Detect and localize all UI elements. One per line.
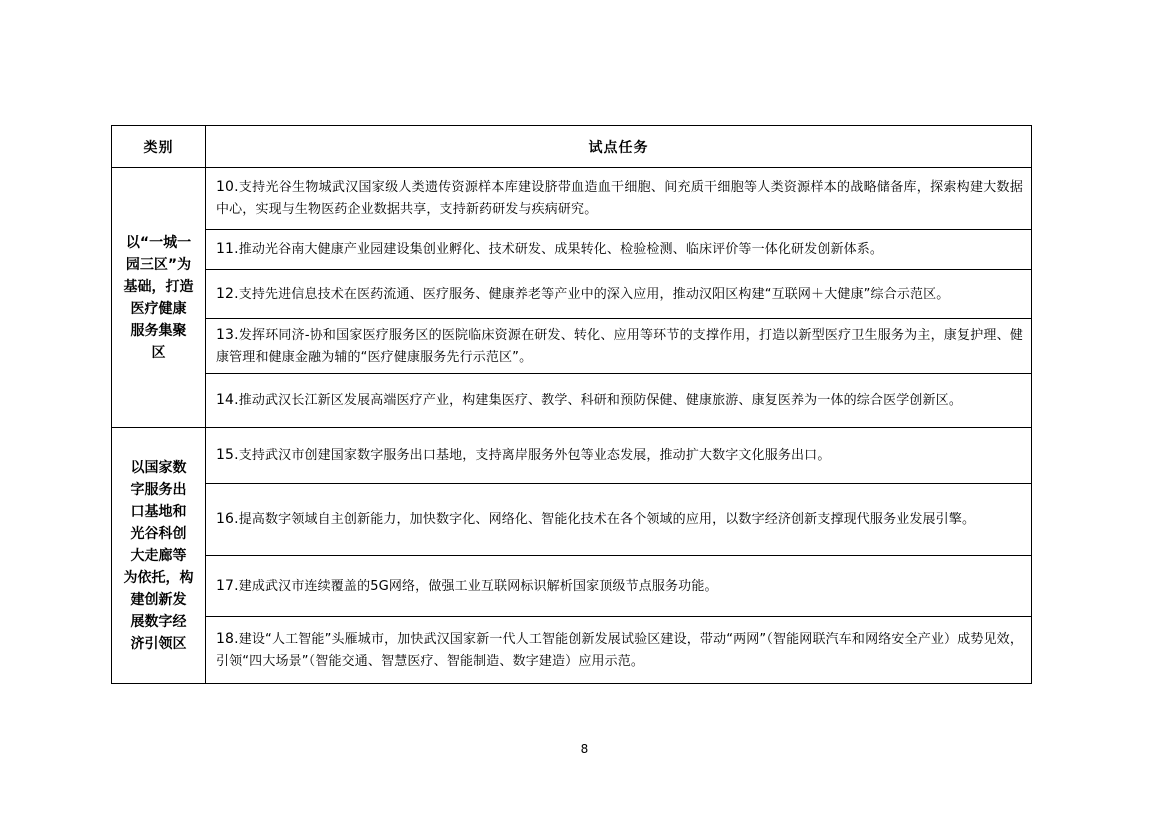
task-text: 推动武汉长江新区发展高端医疗产业，构建集医疗、教学、科研和预防保健、健康旅游、康复医养为一体的综合医学创新区。 xyxy=(238,393,962,408)
category-line: 以国家数 xyxy=(130,459,187,476)
category-line: 以“一城一 xyxy=(125,234,192,251)
task-number: 13. xyxy=(216,326,239,343)
category-line: 服务集聚 xyxy=(130,322,187,339)
category-cell-digital xyxy=(112,428,206,684)
category-line: 园三区”为 xyxy=(125,256,192,273)
category-line: 医疗健康 xyxy=(130,300,187,317)
task-cell xyxy=(206,270,1032,319)
task-cell xyxy=(206,319,1032,374)
task-text: 发挥环同济-协和国家医疗服务区的医院临床资源在研发、转化、应用等环节的支撑作用，打造以新型医疗卫生服务为主，康复护理、健康管理和健康金融为辅的“医疗健康服务先行示范区”。 xyxy=(216,327,1023,365)
task-text: 支持先进信息技术在医药流通、医疗服务、健康养老等产业中的深入应用，推动汉阳区构建“互联网＋大健康”综合示范区。 xyxy=(238,286,950,302)
table-row xyxy=(112,556,1032,617)
category-line: 字服务出 xyxy=(130,481,187,498)
task-cell xyxy=(206,168,1032,230)
category-line: 建创新发 xyxy=(130,591,187,608)
table-row xyxy=(112,617,1032,684)
task-text: 提高数字领域自主创新能力，加快数字化、网络化、智能化技术在各个领域的应用，以数字经济创新支撑现代服务业发展引擎。 xyxy=(238,512,976,527)
table-row xyxy=(112,230,1032,270)
category-line: 展数字经 xyxy=(130,613,187,630)
task-number: 12. xyxy=(216,285,239,302)
table-row xyxy=(112,319,1032,374)
page-number: 8 xyxy=(580,742,589,756)
table-row xyxy=(112,484,1032,556)
task-number: 15. xyxy=(216,447,239,463)
category-cell-health xyxy=(112,168,206,428)
task-text: 建设“人工智能”头雁城市，加快武汉国家新一代人工智能创新发展试验区建设，带动“两网”（智能网联汽车和网络安全产业）成势见效，引领“四大场景”（智能交通、智慧医疗、智能制造、数字建造）应用示范。 xyxy=(216,631,1023,669)
task-number: 11. xyxy=(216,241,239,257)
category-line: 光谷科创 xyxy=(130,525,187,542)
task-number: 14. xyxy=(216,392,239,408)
category-line: 大走廊等 xyxy=(130,547,187,564)
category-line: 口基地和 xyxy=(130,503,187,520)
category-line: 区 xyxy=(151,344,166,361)
header-tasks: 试点任务 xyxy=(206,126,1032,168)
category-line: 基础，打造 xyxy=(123,278,194,295)
task-number: 16. xyxy=(216,511,239,527)
table-row xyxy=(112,428,1032,484)
task-text: 支持武汉市创建国家数字服务出口基地，支持离岸服务外包等业态发展，推动扩大数字文化服务出口。 xyxy=(238,448,831,463)
task-number: 17. xyxy=(216,577,239,594)
task-text: 建成武汉市连续覆盖的5G网络，做强工业互联网标识解析国家顶级节点服务功能。 xyxy=(238,578,718,594)
table-row xyxy=(112,374,1032,428)
task-text: 支持光谷生物城武汉国家级人类遗传资源样本库建设脐带血造血干细胞、间充质干细胞等人类资源样本的战略储备库，探索构建大数据中心，实现与生物医药企业数据共享，支持新药研发与疾病研究。 xyxy=(216,180,1023,217)
task-cell xyxy=(206,374,1032,428)
task-cell xyxy=(206,556,1032,617)
table-header-row xyxy=(112,126,1032,168)
table-row xyxy=(112,270,1032,319)
task-cell xyxy=(206,484,1032,556)
task-cell xyxy=(206,230,1032,270)
pilot-task-table xyxy=(111,125,1032,684)
category-line: 为依托，构 xyxy=(123,569,194,586)
table-row xyxy=(112,168,1032,230)
task-number: 10. xyxy=(216,179,239,195)
category-line: 济引领区 xyxy=(130,635,187,652)
task-number: 18. xyxy=(216,630,239,647)
task-cell xyxy=(206,617,1032,684)
task-cell xyxy=(206,428,1032,484)
task-text: 推动光谷南大健康产业园建设集创业孵化、技术研发、成果转化、检验检测、临床评价等一体化研发创新体系。 xyxy=(238,242,884,257)
header-category: 类别 xyxy=(112,126,206,168)
